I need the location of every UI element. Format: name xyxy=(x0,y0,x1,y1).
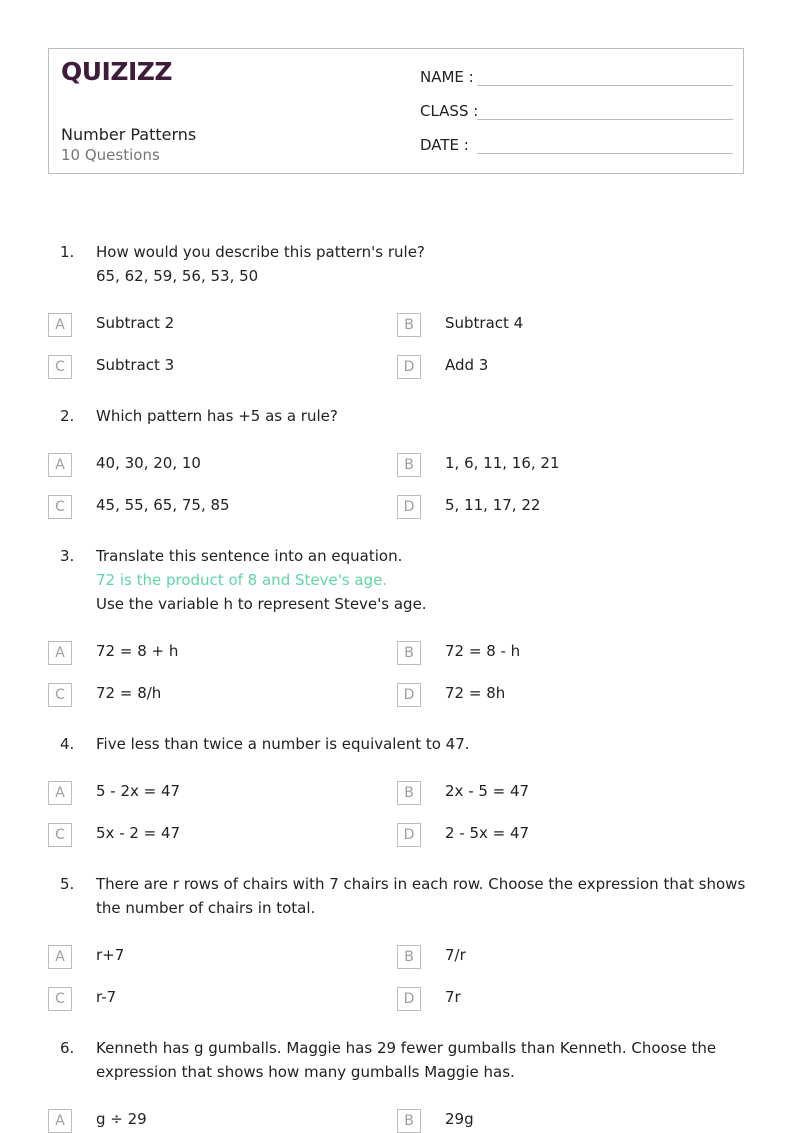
option-text: 5 - 2x = 47 xyxy=(96,782,181,800)
question-line: Translate this sentence into an equation. xyxy=(96,547,403,565)
option-letter-box: C xyxy=(48,355,72,379)
option-text: 2 - 5x = 47 xyxy=(445,824,530,842)
question-text xyxy=(96,544,746,616)
option-letter-box: A xyxy=(48,453,72,477)
option-letter-box: B xyxy=(397,641,421,665)
worksheet-header xyxy=(48,48,744,174)
option-letter-box: D xyxy=(397,683,421,707)
question-count: 10 Questions xyxy=(61,146,160,164)
option-text: r-7 xyxy=(96,988,117,1006)
question-number: 2. xyxy=(60,407,75,425)
option-text: 5, 11, 17, 22 xyxy=(445,496,541,514)
quizizz-logo: QUIZIZZ xyxy=(61,57,173,86)
option-text: 7r xyxy=(445,988,461,1006)
option-text: 72 = 8h xyxy=(445,684,506,702)
worksheet-title: Number Patterns xyxy=(61,125,197,144)
class-field[interactable] xyxy=(420,100,733,124)
option-letter-box: A xyxy=(48,641,72,665)
question-number: 6. xyxy=(60,1039,75,1057)
question-line: expression that shows how many gumballs Maggie has. xyxy=(96,1063,515,1081)
highlighted-question-line: 72 is the product of 8 and Steve's age. xyxy=(96,571,388,589)
option-letter-box: A xyxy=(48,945,72,969)
class-label: CLASS : xyxy=(420,102,479,120)
option-text: Add 3 xyxy=(445,356,489,374)
date-line[interactable] xyxy=(477,153,733,154)
option-letter-box: B xyxy=(397,453,421,477)
option-letter-box: A xyxy=(48,1109,72,1133)
class-line[interactable] xyxy=(477,119,733,120)
option-letter-box: C xyxy=(48,987,72,1011)
option-text: 29g xyxy=(445,1110,474,1128)
option-letter-box: C xyxy=(48,683,72,707)
question-line: Kenneth has g gumballs. Maggie has 29 fewer gumballs than Kenneth. Choose the xyxy=(96,1039,717,1057)
option-text: 72 = 8/h xyxy=(96,684,162,702)
question-number: 3. xyxy=(60,547,75,565)
name-line[interactable] xyxy=(477,85,733,86)
option-text: 5x - 2 = 47 xyxy=(96,824,181,842)
option-text: r+7 xyxy=(96,946,125,964)
question-line: Which pattern has +5 as a rule? xyxy=(96,407,338,425)
question-line: How would you describe this pattern's rule? xyxy=(96,243,425,261)
question-text xyxy=(96,872,746,920)
option-letter-box: A xyxy=(48,781,72,805)
option-letter-box: A xyxy=(48,313,72,337)
option-letter-box: B xyxy=(397,781,421,805)
question-line: There are r rows of chairs with 7 chairs in each row. Choose the expression that shows xyxy=(96,875,746,893)
option-letter-box: C xyxy=(48,823,72,847)
question-number: 4. xyxy=(60,735,75,753)
option-text: 7/r xyxy=(445,946,466,964)
option-letter-box: D xyxy=(397,823,421,847)
option-letter-box: B xyxy=(397,313,421,337)
option-text: Subtract 3 xyxy=(96,356,175,374)
option-letter-box: B xyxy=(397,945,421,969)
option-text: Subtract 2 xyxy=(96,314,175,332)
option-text: Subtract 4 xyxy=(445,314,524,332)
option-letter-box: D xyxy=(397,495,421,519)
question-text xyxy=(96,404,746,428)
question-number: 1. xyxy=(60,243,75,261)
question-number: 5. xyxy=(60,875,75,893)
option-text: 72 = 8 + h xyxy=(96,642,179,660)
option-letter-box: C xyxy=(48,495,72,519)
option-text: 2x - 5 = 47 xyxy=(445,782,530,800)
name-field[interactable] xyxy=(420,66,733,90)
option-letter-box: D xyxy=(397,355,421,379)
date-field[interactable] xyxy=(420,134,733,158)
option-text: g ÷ 29 xyxy=(96,1110,147,1128)
date-label: DATE : xyxy=(420,136,469,154)
question-line: the number of chairs in total. xyxy=(96,899,316,917)
option-text: 40, 30, 20, 10 xyxy=(96,454,201,472)
question-line: Five less than twice a number is equivalent to 47. xyxy=(96,735,470,753)
option-letter-box: B xyxy=(397,1109,421,1133)
question-text xyxy=(96,1036,746,1084)
question-text xyxy=(96,240,746,288)
option-text: 1, 6, 11, 16, 21 xyxy=(445,454,560,472)
name-label: NAME : xyxy=(420,68,474,86)
option-text: 72 = 8 - h xyxy=(445,642,521,660)
option-letter-box: D xyxy=(397,987,421,1011)
question-text xyxy=(96,732,746,756)
option-text: 45, 55, 65, 75, 85 xyxy=(96,496,230,514)
question-line: Use the variable h to represent Steve's age. xyxy=(96,595,427,613)
question-line: 65, 62, 59, 56, 53, 50 xyxy=(96,267,259,285)
